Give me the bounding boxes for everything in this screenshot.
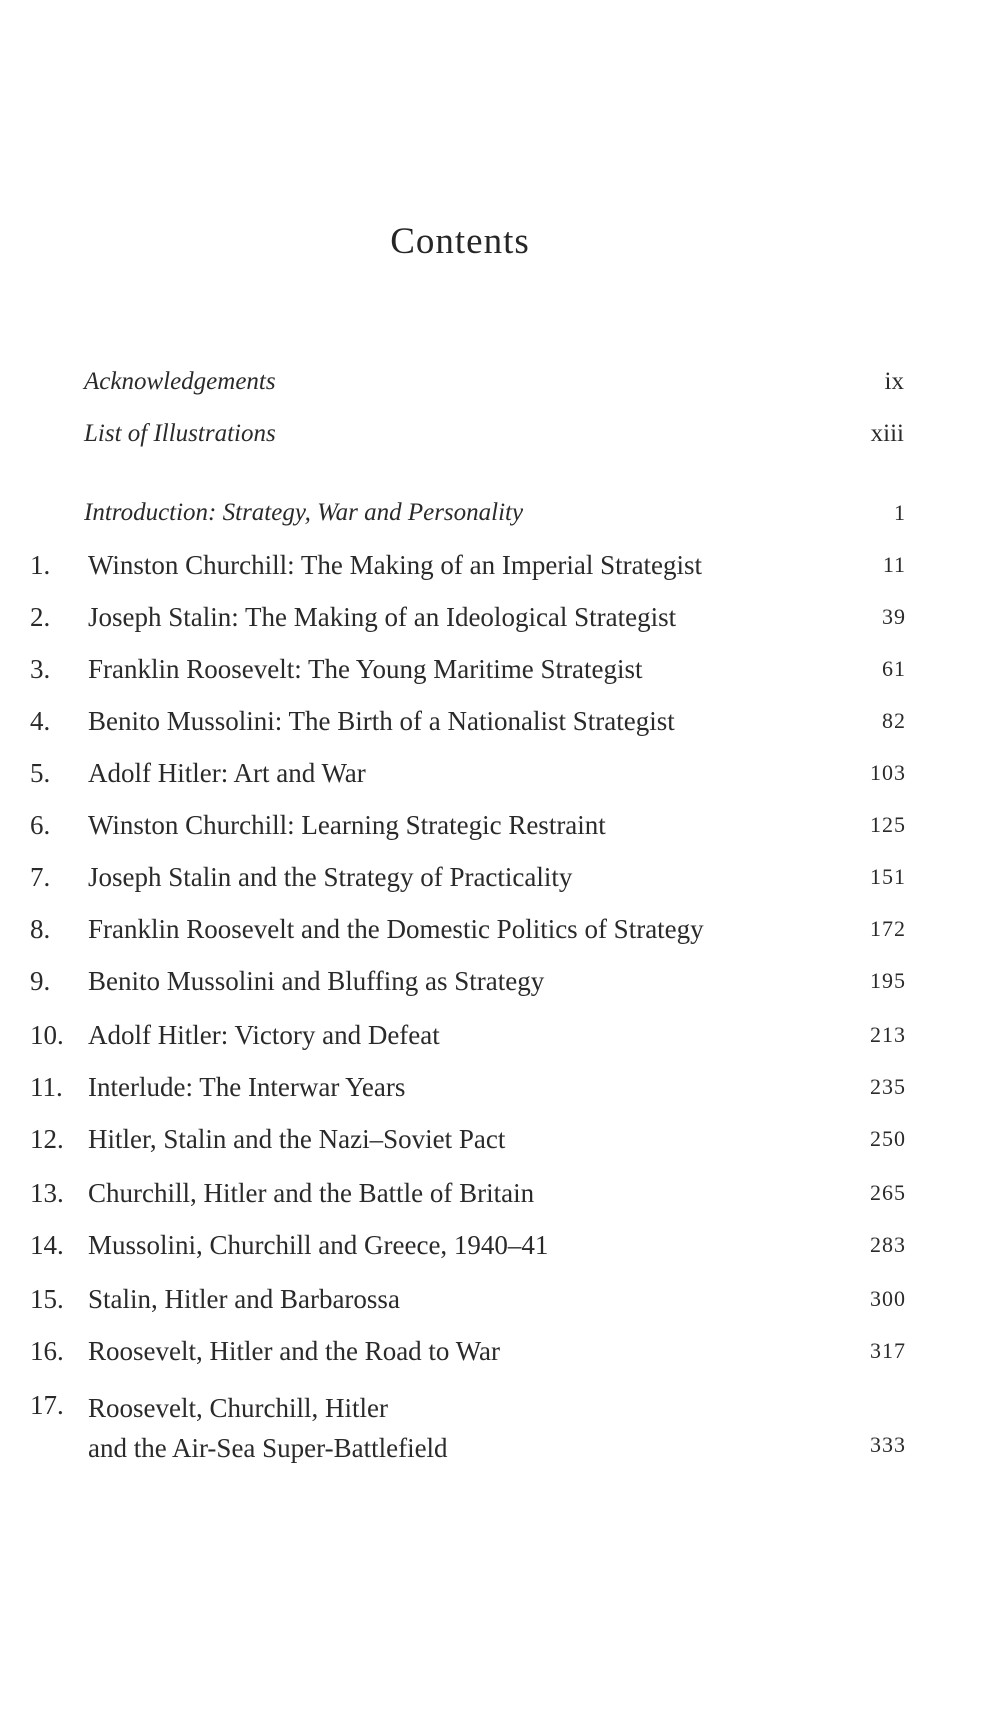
- front-matter-title: List of Illustrations: [84, 420, 276, 447]
- chapter-title: Hitler, Stalin and the Nazi–Soviet Pact: [88, 1124, 506, 1154]
- chapter-entry: [0, 1228, 920, 1268]
- chapter-entry: [0, 1070, 920, 1110]
- introduction-page: 1: [894, 500, 906, 525]
- chapter-title: Adolf Hitler: Art and War: [88, 758, 366, 788]
- chapter-entry: [0, 548, 920, 588]
- chapter-title: Joseph Stalin and the Strategy of Practicality: [88, 862, 573, 892]
- chapter-title: [88, 1388, 818, 1468]
- front-matter-page: ix: [884, 368, 904, 395]
- chapter-number: 2.: [30, 602, 51, 632]
- chapter-title: Interlude: The Interwar Years: [88, 1072, 406, 1102]
- chapter-page: 300: [870, 1286, 906, 1311]
- chapter-number: 13.: [30, 1178, 64, 1208]
- chapter-number: 15.: [30, 1284, 64, 1314]
- chapter-number: 3.: [30, 654, 51, 684]
- introduction-entry: [0, 496, 920, 536]
- chapter-entry: [0, 756, 920, 796]
- chapter-number: 12.: [30, 1124, 64, 1154]
- chapter-entry: [0, 1388, 920, 1472]
- chapter-entry: [0, 964, 920, 1004]
- chapter-title: Winston Churchill: The Making of an Imperial Strategist: [88, 550, 703, 580]
- chapter-title: Joseph Stalin: The Making of an Ideological Strategist: [88, 602, 677, 632]
- chapter-number: 1.: [30, 550, 51, 580]
- chapter-page: 250: [870, 1126, 906, 1151]
- chapter-page: 235: [870, 1074, 906, 1099]
- front-matter-item: [84, 420, 904, 448]
- chapter-entry: [0, 1334, 920, 1374]
- chapter-title: Adolf Hitler: Victory and Defeat: [88, 1020, 440, 1050]
- chapter-title: Winston Churchill: Learning Strategic Restraint: [88, 810, 606, 840]
- chapter-page: 283: [870, 1232, 906, 1257]
- chapter-page: 82: [882, 708, 906, 733]
- chapter-title-line-2: and the Air-Sea Super-Battlefield: [88, 1433, 448, 1463]
- chapter-number: 17.: [30, 1390, 64, 1420]
- chapter-entry: [0, 1122, 920, 1162]
- chapter-title: Benito Mussolini: The Birth of a Nationalist Strategist: [88, 706, 675, 736]
- chapter-number: 16.: [30, 1336, 64, 1366]
- front-matter-page: xiii: [870, 420, 904, 447]
- chapter-title-line-1: Roosevelt, Churchill, Hitler: [88, 1393, 388, 1423]
- chapter-number: 11.: [30, 1072, 63, 1102]
- chapter-page: 213: [870, 1022, 906, 1047]
- chapter-title: Mussolini, Churchill and Greece, 1940–41: [88, 1230, 549, 1260]
- chapter-page: 151: [870, 864, 906, 889]
- chapter-title: Roosevelt, Hitler and the Road to War: [88, 1336, 500, 1366]
- chapter-title: Franklin Roosevelt: The Young Maritime Strategist: [88, 654, 643, 684]
- chapter-entry: [0, 1282, 920, 1322]
- page-title: Contents: [390, 221, 530, 262]
- front-matter-item: [84, 368, 904, 396]
- chapter-number: 4.: [30, 706, 51, 736]
- introduction-title: Introduction: Strategy, War and Personality: [84, 499, 524, 526]
- chapter-number: 6.: [30, 810, 51, 840]
- front-matter-title: Acknowledgements: [84, 368, 276, 395]
- chapter-number: 14.: [30, 1230, 64, 1260]
- chapter-page: 333: [870, 1432, 906, 1457]
- chapter-entry: [0, 1176, 920, 1216]
- chapter-number: 7.: [30, 862, 51, 892]
- chapter-entry: [0, 1018, 920, 1058]
- chapter-page: 195: [870, 968, 906, 993]
- chapter-number: 10.: [30, 1020, 64, 1050]
- chapter-page: 125: [870, 812, 906, 837]
- chapter-number: 8.: [30, 914, 51, 944]
- chapter-title: Benito Mussolini and Bluffing as Strategy: [88, 966, 545, 996]
- chapter-entry: [0, 808, 920, 848]
- chapter-number: 5.: [30, 758, 51, 788]
- chapter-page: 172: [870, 916, 906, 941]
- chapter-title: Churchill, Hitler and the Battle of Britain: [88, 1178, 535, 1208]
- chapter-page: 265: [870, 1180, 906, 1205]
- chapter-page: 11: [882, 552, 906, 577]
- chapter-entry: [0, 704, 920, 744]
- chapter-title: Franklin Roosevelt and the Domestic Politics of Strategy: [88, 914, 704, 944]
- chapter-number: 9.: [30, 966, 51, 996]
- chapter-page: 103: [870, 760, 906, 785]
- chapter-page: 61: [882, 656, 906, 681]
- chapter-entry: [0, 652, 920, 692]
- chapter-title: Stalin, Hitler and Barbarossa: [88, 1284, 400, 1314]
- chapter-page: 317: [870, 1338, 906, 1363]
- chapter-entry: [0, 600, 920, 640]
- chapter-page: 39: [882, 604, 906, 629]
- chapter-entry: [0, 860, 920, 900]
- chapter-entry: [0, 912, 920, 952]
